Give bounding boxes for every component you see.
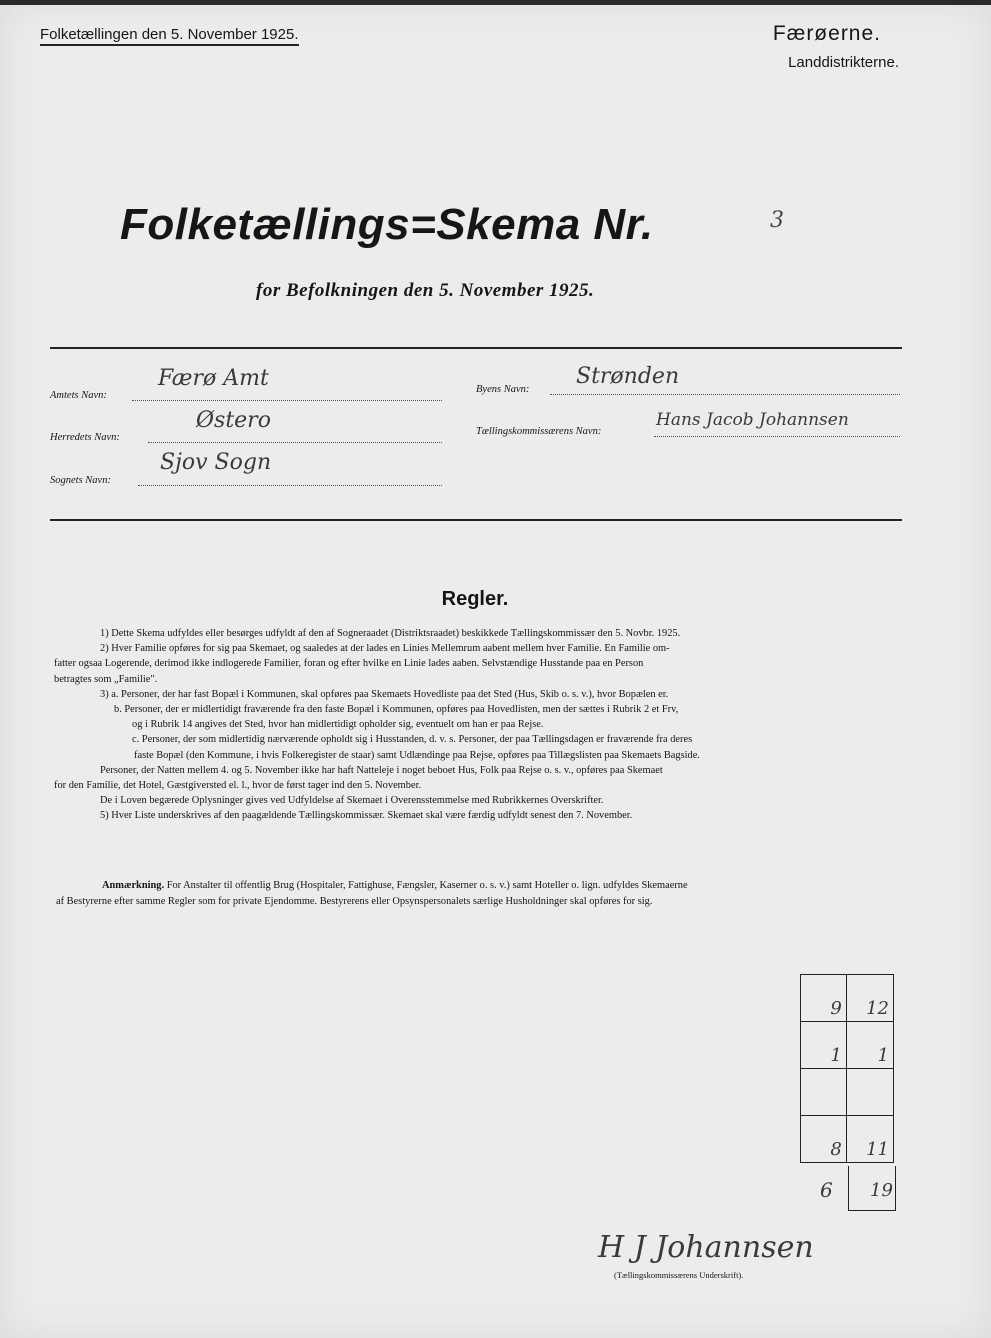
by-line (550, 394, 900, 395)
rule-line: for den Familie, det Hotel, Gæstgiversted el. l., hvor de først tager ind den 5. November. (54, 780, 422, 792)
rule-line: fatter ogsaa Logerende, derimod ikke indlogerede Familier, foran og efter hvilke en Linie lades aaben. Selvstændige Husstande paa en Person (54, 658, 644, 670)
rule-line: faste Bopæl (den Kommune, i hvis Folkeregister de staar) samt Udlændinge paa Rejse, opføres paa Tillægslisten paa Skemaets Bagside. (134, 749, 700, 761)
tally-cell (846, 1069, 893, 1116)
sogn-line (138, 485, 442, 486)
note-line-2: af Bestyrerne efter samme Regler som for private Ejendomme. Bestyrerens eller Opsynspersonalets særlige Husholdninger skal opføres for sig. (56, 896, 653, 907)
tally-box (800, 974, 894, 1163)
rule-line: og i Rubrik 14 angives det Sted, hvor han midlertidigt opholder sig, eventuelt om han er paa Rejse. (132, 719, 544, 731)
form-title: Folketællings=Skema Nr. (120, 200, 654, 249)
scan-top-edge (0, 0, 991, 5)
kommissaer-value: Hans Jacob Johannsen (656, 410, 849, 430)
region-header: Færøerne. (772, 22, 881, 45)
amt-label: Amtets Navn: (50, 390, 107, 401)
rule-line: b. Personer, der er midlertidigt fraværende fra den faste Bopæl i Kommunen, opføres paa Hovedlisten, men der sættes i Rubrik 2 et Frv, (114, 704, 679, 716)
amt-value: Færø Amt (158, 366, 269, 391)
tally-total-left: 6 (820, 1178, 833, 1202)
divider-top (50, 347, 902, 349)
note-line-1: For Anstalter til offentlig Brug (Hospitaler, Fattighuse, Fængsler, Kaserner o. s. v.) samt Hoteller o. lign. udfyldes Skemaerne (166, 880, 688, 891)
tally-cell: 8 (801, 1116, 847, 1163)
sogn-value: Sjov Sogn (160, 450, 272, 475)
by-value: Strønden (576, 364, 680, 389)
herred-value: Østero (196, 408, 271, 433)
divider-bottom (50, 519, 902, 521)
tally-cell: 11 (846, 1116, 893, 1163)
rule-line: betragtes som „Familie". (54, 673, 158, 685)
herred-label: Herredets Navn: (50, 432, 120, 443)
by-label: Byens Navn: (476, 384, 530, 395)
tally-cell: 12 (846, 975, 893, 1022)
kommissaer-label: Tællingskommissærens Navn: (476, 426, 602, 437)
rules-text (54, 626, 908, 824)
tally-cell: 1 (801, 1022, 847, 1069)
rule-line: 2) Hver Familie opføres for sig paa Skemaet, og saaledes at der lades en Linies Mellemrum aabent mellem hver Familie. En Familie om- (100, 643, 670, 655)
amt-line (132, 400, 442, 401)
herred-line (148, 442, 442, 443)
kommissaer-line (654, 436, 900, 437)
rules-heading: Regler. (441, 588, 509, 610)
form-number-handwritten: 3 (770, 208, 784, 233)
signature-caption: (Tællingskommissærens Underskrift). (614, 1270, 744, 1280)
sogn-label: Sognets Navn: (50, 475, 111, 486)
tally-cell (801, 1069, 847, 1116)
tally-cell: 9 (801, 975, 847, 1022)
note-text (56, 878, 906, 910)
rule-line: 5) Hver Liste underskrives af den paagældende Tællingskommissær. Skemaet skal være færdig udfyldt senest den 7. November. (100, 810, 633, 822)
district-type-header: Landdistrikterne. (788, 54, 899, 71)
rule-line: c. Personer, der som midlertidig nærværende opholdt sig i Husstanden, d. v. s. Personer, der paa Tællingsdagen er fraværende fra deres (132, 734, 693, 746)
rule-line: De i Loven begærede Oplysninger gives ved Udfyldelse af Skemaet i Overensstemmelse med Rubrikkernes Overskrifter. (100, 795, 604, 807)
rule-line: 3) a. Personer, der har fast Bopæl i Kommunen, skal opføres paa Skemaets Hovedliste paa det Sted (Hus, Skib o. s. v.), hvor Bopælen er. (100, 688, 669, 700)
signature-handwritten: H J Johannsen (598, 1230, 814, 1265)
form-subtitle: for Befolkningen den 5. November 1925. (256, 280, 595, 301)
census-date-header: Folketællingen den 5. November 1925. (40, 26, 299, 46)
note-label: Anmærkning. (102, 880, 165, 891)
rule-line: 1) Dette Skema udfyldes eller besørges udfyldt af den af Sogneraadet (Distriktsraadet) beskikkede Tællingskommissær den 5. Novbr. 1925. (100, 628, 681, 639)
tally-total-right: 19 (870, 1180, 893, 1201)
rule-line: Personer, der Natten mellem 4. og 5. November ikke har haft Natteleje i noget beboet Hus, Folk paa Rejse o. s. v., opføres paa Skemaet (100, 764, 663, 776)
tally-cell: 1 (846, 1022, 893, 1069)
